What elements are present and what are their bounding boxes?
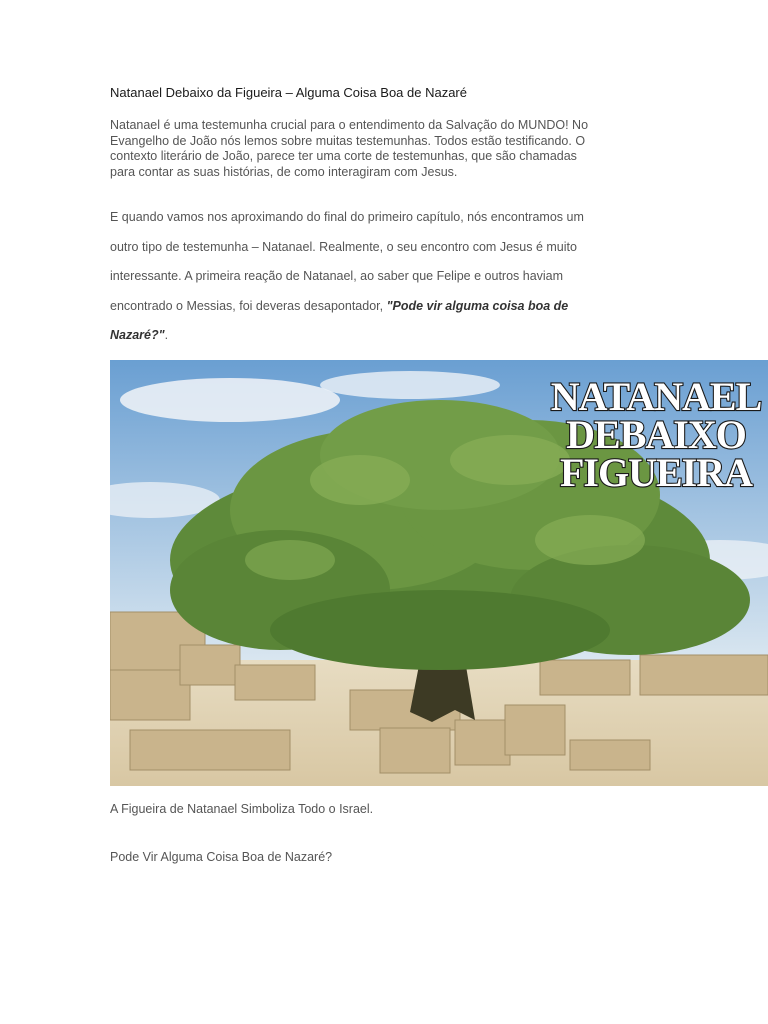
cloud — [120, 378, 340, 422]
paragraph-line: E quando vamos nos aproximando do final do primeiro capítulo, nós encontramos um — [110, 210, 584, 224]
image-title-line: DEBAIXO — [566, 412, 746, 457]
paragraph-text: encontrado o Messias, foi deveras desapontador, — [110, 298, 387, 313]
paragraph-line: outro tipo de testemunha – Natanael. Realmente, o seu encontro com Jesus é muito — [110, 239, 577, 254]
article-title: Natanael Debaixo da Figueira – Alguma Coisa Boa de Nazaré — [110, 85, 467, 100]
intro-line: para contar as suas histórias, de como interagiram com Jesus. — [110, 164, 458, 179]
intro-line: Natanael é uma testemunha crucial para o entendimento da Salvação do MUNDO! No — [110, 118, 589, 132]
paragraph-line — [110, 327, 655, 357]
bold-quote: "Pode vir alguma coisa boa de — [386, 298, 569, 313]
paragraph-line: interessante. A primeira reação de Natanael, ao saber que Felipe e outros haviam — [110, 269, 564, 283]
fig-tree-image — [110, 360, 768, 786]
intro-paragraph — [110, 118, 655, 180]
image-caption: A Figueira de Natanael Simboliza Todo o Israel. — [110, 802, 374, 816]
image-title-overlay — [551, 374, 762, 495]
cloud — [320, 371, 500, 399]
paragraph-line — [110, 298, 655, 328]
intro-line: contexto literário de João, parece ter uma corte de testemunhas, que são chamadas — [110, 149, 577, 163]
paragraph-text: . — [164, 328, 169, 342]
intro-line: Evangelho de João nós lemos sobre muitas testemunhas. Todos estão testificando. O — [110, 133, 586, 148]
section-heading: Pode Vir Alguma Coisa Boa de Nazaré? — [110, 850, 333, 864]
image-title-line: FIGUEIRA — [559, 450, 753, 495]
second-paragraph — [110, 209, 655, 357]
image-title-line: NATANAEL — [550, 374, 762, 419]
bold-quote: Nazaré?" — [110, 328, 165, 342]
